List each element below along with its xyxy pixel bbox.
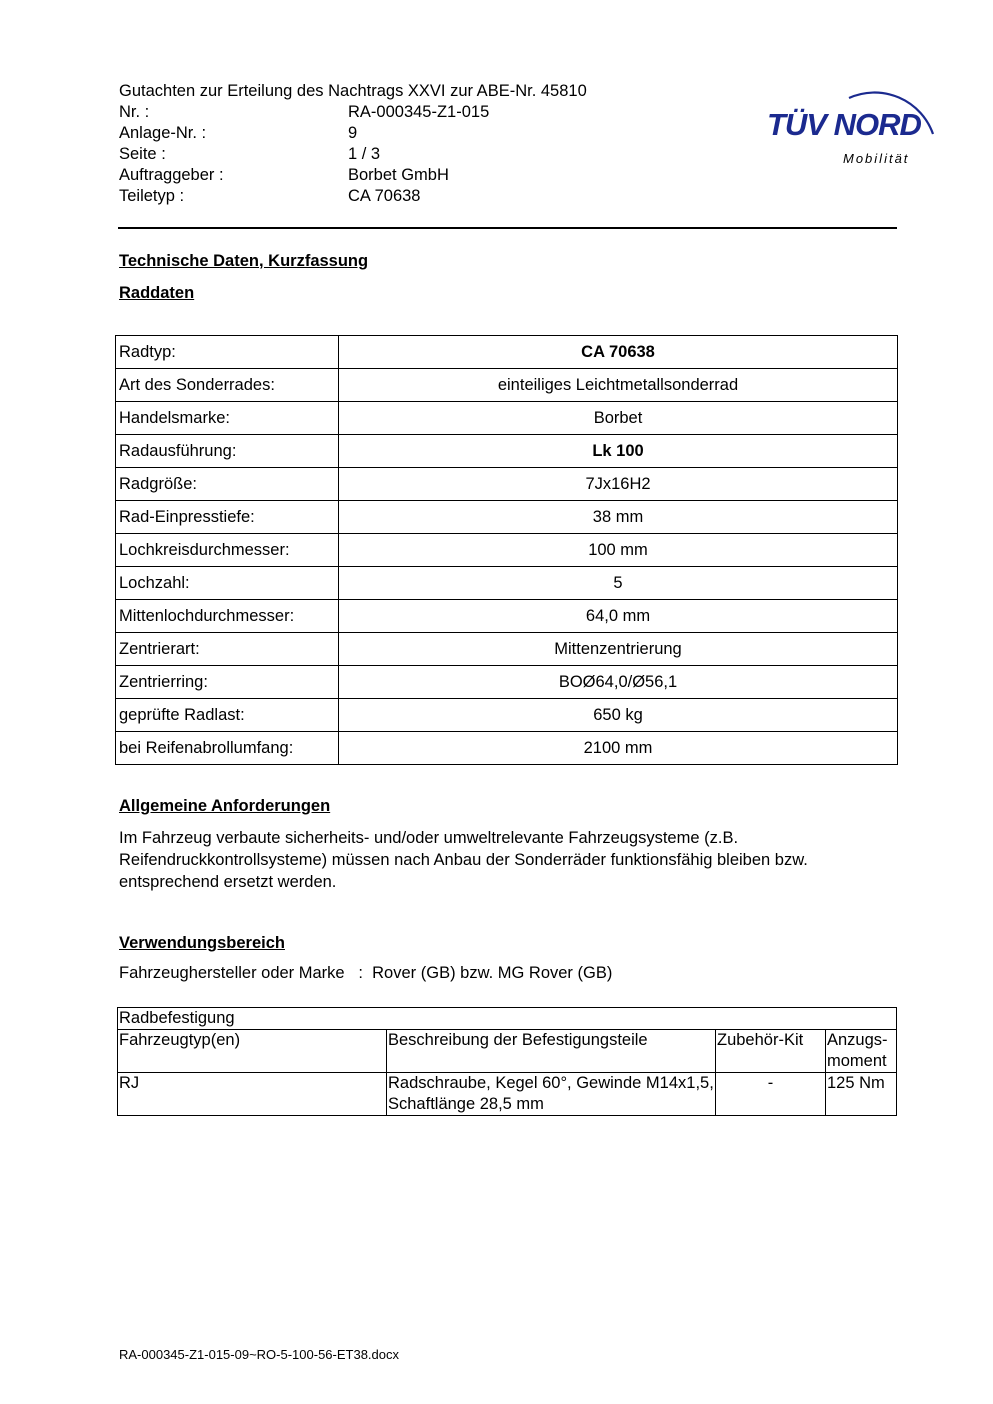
table-row (116, 666, 898, 699)
spec-value: Borbet (339, 402, 898, 435)
column-header: Fahrzeugtyp(en) (118, 1030, 387, 1073)
header-row-anlage (119, 123, 679, 144)
table-cell: Radschraube, Kegel 60°, Gewinde M14x1,5, Schaftlänge 28,5 mm (387, 1073, 716, 1116)
header-value: CA 70638 (348, 187, 421, 205)
header-value: Borbet GmbH (348, 166, 449, 184)
section-heading-usage: Verwendungsbereich (119, 934, 285, 952)
column-header: Beschreibung der Befestigungsteile (387, 1030, 716, 1073)
spec-value: 5 (339, 567, 898, 600)
header-divider (118, 227, 897, 229)
spec-label: Radtyp: (116, 336, 339, 369)
maker-separator: : (358, 964, 363, 982)
header-value: 9 (348, 124, 358, 142)
spec-value: Lk 100 (339, 435, 898, 468)
table-row (116, 699, 898, 732)
document-title: Gutachten zur Erteilung des Nachtrags XXVI zur ABE-Nr. 45810 (119, 82, 587, 100)
mounting-table-title: Radbefestigung (118, 1008, 897, 1030)
spec-label: Lochkreisdurchmesser: (116, 534, 339, 567)
table-row (116, 435, 898, 468)
column-header: Zubehör-Kit (716, 1030, 826, 1073)
tuev-nord-logo (763, 58, 943, 173)
table-row (116, 468, 898, 501)
document-header (119, 81, 679, 207)
spec-label: Art des Sonderrades: (116, 369, 339, 402)
table-row (118, 1073, 897, 1116)
section-heading-tech: Technische Daten, Kurzfassung (119, 252, 369, 270)
logo-brand: TÜV NORD (767, 107, 921, 142)
section-heading-wheel: Raddaten (119, 284, 195, 302)
table-row (116, 732, 898, 765)
header-key: Teiletyp : (119, 187, 185, 205)
spec-value: 38 mm (339, 501, 898, 534)
table-row (118, 1008, 897, 1030)
maker-label: Fahrzeughersteller oder Marke (119, 964, 345, 982)
spec-label: Radgröße: (116, 468, 339, 501)
header-value: 1 / 3 (348, 145, 381, 163)
header-row-nr (119, 102, 679, 123)
header-key: Seite : (119, 145, 166, 163)
spec-value: 2100 mm (339, 732, 898, 765)
table-row (116, 501, 898, 534)
spec-label: Lochzahl: (116, 567, 339, 600)
header-key: Auftraggeber : (119, 166, 224, 184)
table-header-row (118, 1030, 897, 1073)
header-row-seite (119, 144, 679, 165)
maker-value: Rover (GB) bzw. MG Rover (GB) (372, 964, 613, 982)
wheel-mounting-table (117, 1007, 897, 1116)
spec-label: geprüfte Radlast: (116, 699, 339, 732)
spec-label: Handelsmarke: (116, 402, 339, 435)
spec-value: einteiliges Leichtmetallsonderrad (339, 369, 898, 402)
table-row (116, 402, 898, 435)
section-heading-general: Allgemeine Anforderungen (119, 797, 331, 815)
vehicle-maker-line (119, 964, 612, 983)
header-row-teiletyp (119, 186, 679, 207)
table-cell: RJ (118, 1073, 387, 1116)
spec-value: BOØ64,0/Ø56,1 (339, 666, 898, 699)
spec-value: 100 mm (339, 534, 898, 567)
general-requirements-text: Im Fahrzeug verbaute sicherheits- und/oder umweltrelevante Fahrzeugsysteme (z.B. Reifendruckkontrollsysteme) müssen nach Anbau der Sonderräder funktionsfähig bleiben bzw. entsprechend ersetzt werden. (119, 829, 808, 891)
column-header: Anzugs-moment (826, 1030, 897, 1073)
table-cell: - (716, 1073, 826, 1116)
spec-label: Mittenlochdurchmesser: (116, 600, 339, 633)
table-cell: 125 Nm (826, 1073, 897, 1116)
table-row (116, 336, 898, 369)
spec-value: CA 70638 (339, 336, 898, 369)
spec-label: Rad-Einpresstiefe: (116, 501, 339, 534)
wheel-data-table (115, 335, 898, 765)
spec-label: Zentrierart: (116, 633, 339, 666)
logo-subtitle: Mobilität (843, 151, 910, 166)
header-value: RA-000345-Z1-015 (348, 103, 490, 121)
header-key: Nr. : (119, 103, 150, 121)
spec-value: 64,0 mm (339, 600, 898, 633)
spec-label: bei Reifenabrollumfang: (116, 732, 339, 765)
table-row (116, 567, 898, 600)
table-row (116, 534, 898, 567)
spec-value: Mittenzentrierung (339, 633, 898, 666)
table-row (116, 369, 898, 402)
header-row-auftraggeber (119, 165, 679, 186)
footer-filename: RA-000345-Z1-015-09~RO-5-100-56-ET38.docx (119, 1347, 400, 1362)
spec-label: Radausführung: (116, 435, 339, 468)
table-row (116, 600, 898, 633)
spec-value: 7Jx16H2 (339, 468, 898, 501)
spec-label: Zentrierring: (116, 666, 339, 699)
spec-value: 650 kg (339, 699, 898, 732)
header-key: Anlage-Nr. : (119, 124, 207, 142)
table-row (116, 633, 898, 666)
